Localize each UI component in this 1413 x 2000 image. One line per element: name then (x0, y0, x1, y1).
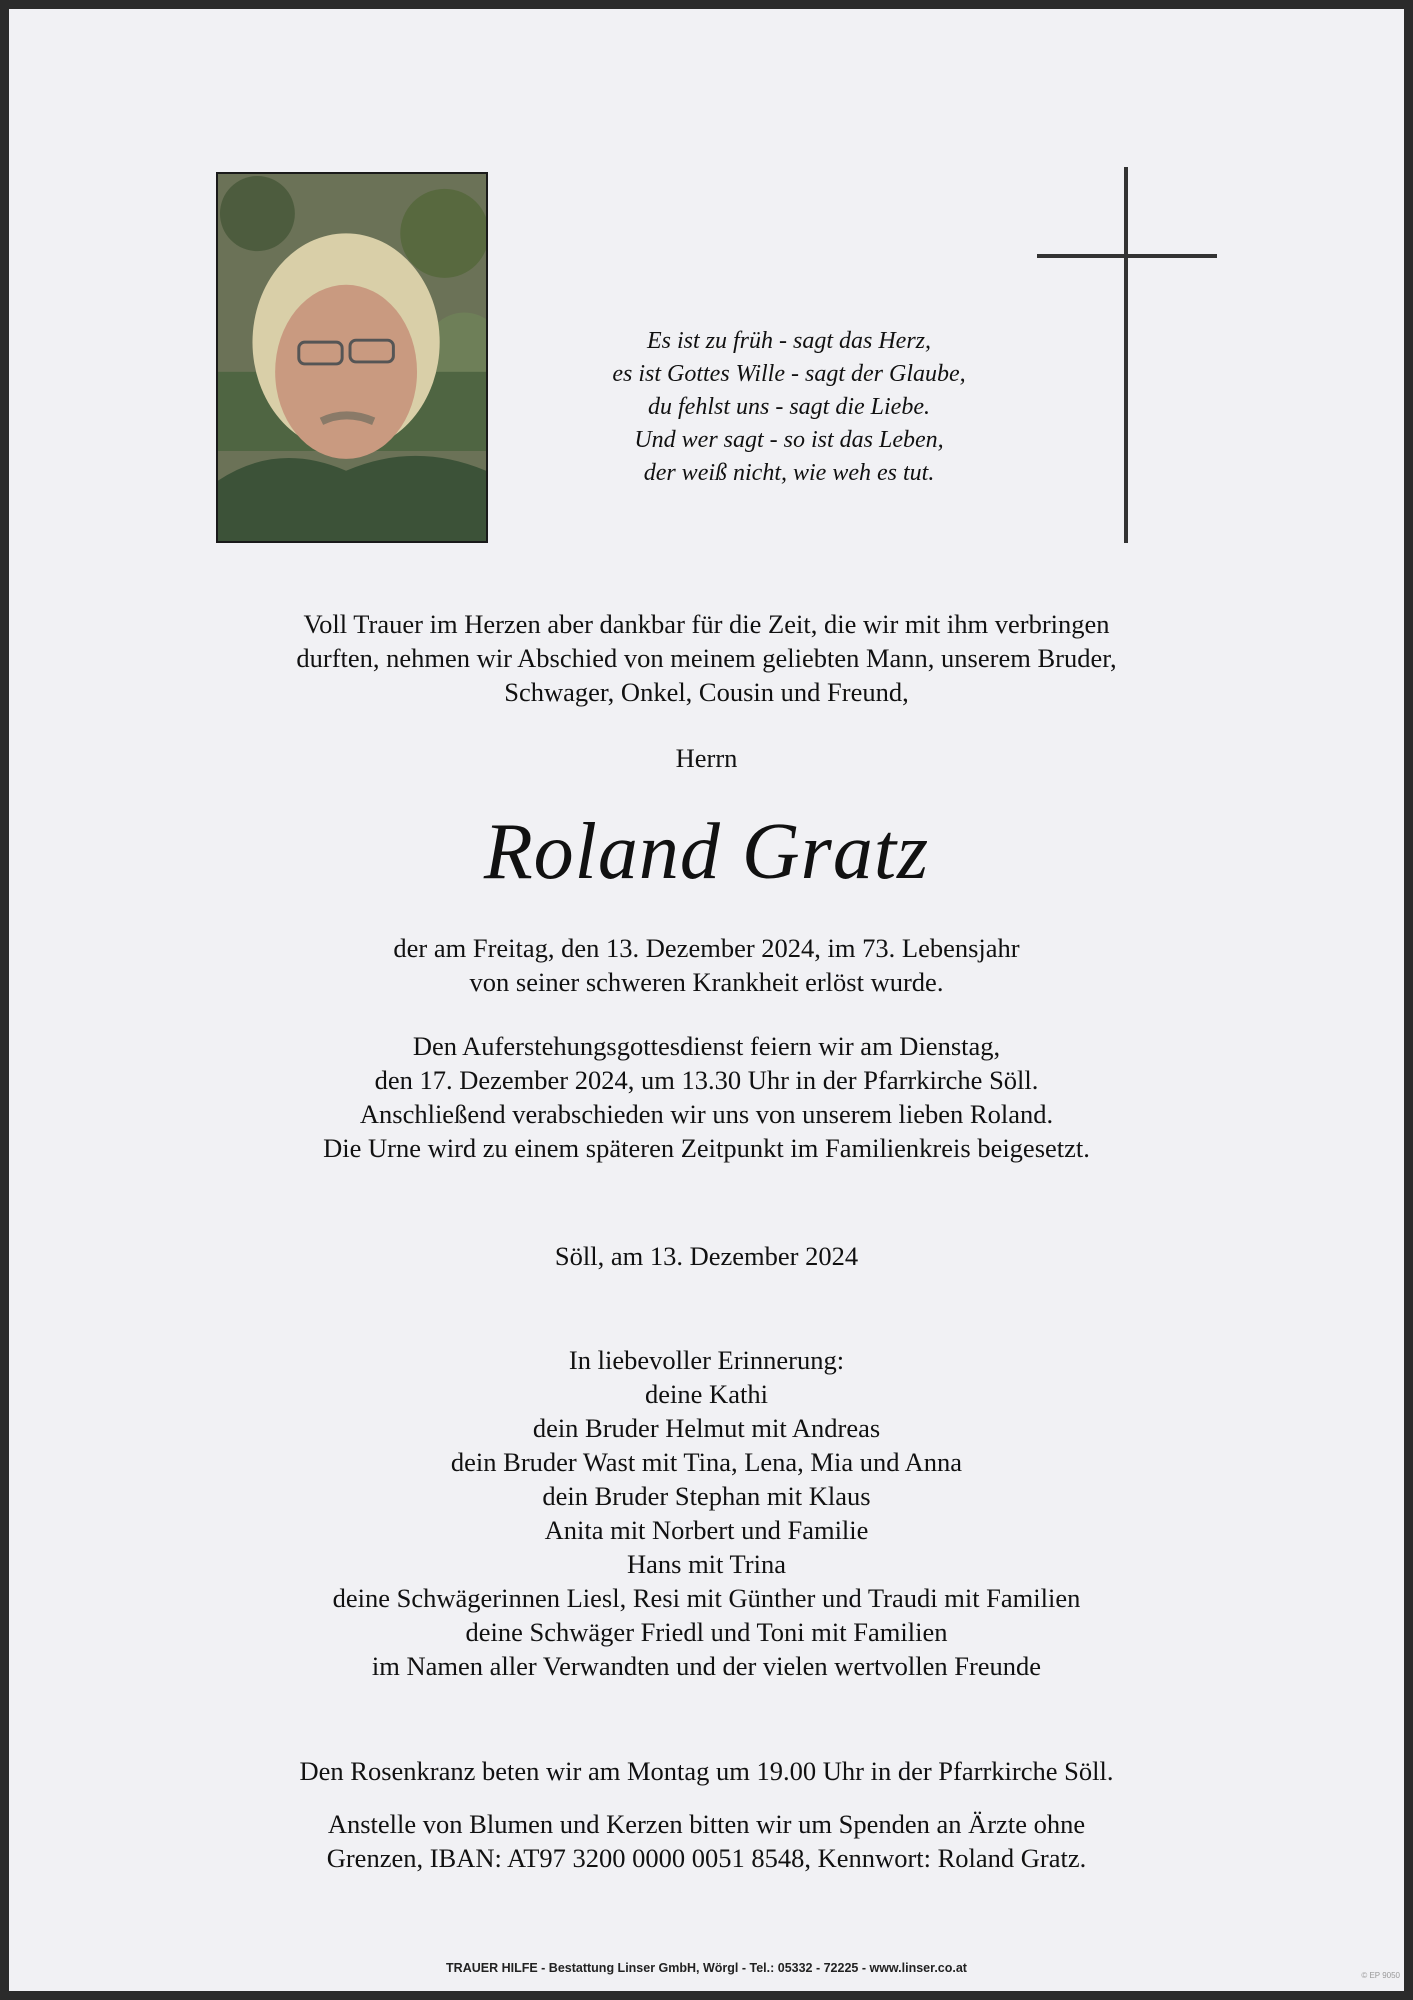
mourner-line: deine Schwägerinnen Liesl, Resi mit Günther und Traudi mit Familien (332, 1583, 1081, 1613)
mourner-line: Anita mit Norbert und Familie (544, 1515, 869, 1545)
death-line: der am Freitag, den 13. Dezember 2024, im 73. Lebensjahr (393, 933, 1020, 963)
service-line: Den Auferstehungsgottesdienst feiern wir am Dienstag, (412, 1031, 1001, 1061)
poem-line: Und wer sagt - so ist das Leben, (634, 427, 944, 453)
mourners-list (9, 1343, 1404, 1683)
intro-line: durften, nehmen wir Abschied von meinem geliebten Mann, unserem Bruder, (296, 643, 1117, 673)
donation-line: Grenzen, IBAN: AT97 3200 0000 0051 8548, Kennwort: Roland Gratz. (326, 1843, 1087, 1873)
service-line: Anschließend verabschieden wir uns von unserem lieben Roland. (359, 1099, 1054, 1129)
mourner-line: Hans mit Trina (626, 1549, 787, 1579)
form-code: © EP 9050 (1361, 1971, 1400, 1980)
intro-text (9, 607, 1404, 709)
donation-info (9, 1807, 1404, 1875)
mourner-line: dein Bruder Helmut mit Andreas (532, 1413, 881, 1443)
mourner-line: dein Bruder Wast mit Tina, Lena, Mia und Anna (450, 1447, 963, 1477)
mourner-line: im Namen aller Verwandten und der vielen wertvollen Freunde (371, 1651, 1042, 1681)
deceased-name: Roland Gratz (483, 808, 930, 896)
mourner-line: deine Kathi (645, 1379, 768, 1409)
death-notice (9, 931, 1404, 999)
poem-line: Es ist zu früh - sagt das Herz, (646, 328, 932, 354)
mourner-line: deine Schwäger Friedl und Toni mit Familien (465, 1617, 948, 1647)
intro-line: Schwager, Onkel, Cousin und Freund, (504, 677, 909, 707)
mourner-line: In liebevoller Erinnerung: (568, 1345, 845, 1375)
service-line: den 17. Dezember 2024, um 13.30 Uhr in der Pfarrkirche Söll. (374, 1065, 1039, 1095)
poem-line: der weiß nicht, wie weh es tut. (643, 460, 935, 486)
donation-line: Anstelle von Blumen und Kerzen bitten wir um Spenden an Ärzte ohne (327, 1809, 1086, 1839)
place-date: Söll, am 13. Dezember 2024 (554, 1241, 859, 1271)
mourner-line: dein Bruder Stephan mit Klaus (542, 1481, 871, 1511)
obituary-sheet (9, 9, 1404, 1991)
death-line: von seiner schweren Krankheit erlöst wurde. (469, 967, 944, 997)
salutation: Herrn (675, 743, 738, 773)
poem (509, 325, 1069, 490)
portrait-photo (216, 172, 488, 543)
intro-line: Voll Trauer im Herzen aber dankbar für die Zeit, die wir mit ihm verbringen (303, 609, 1110, 639)
poem-line: du fehlst uns - sagt die Liebe. (648, 394, 930, 420)
poem-line: es ist Gottes Wille - sagt der Glaube, (612, 361, 966, 387)
service-info (9, 1029, 1404, 1165)
service-line: Die Urne wird zu einem späteren Zeitpunkt im Familienkreis beigesetzt. (323, 1133, 1090, 1163)
footer-funeral-home: TRAUER HILFE - Bestattung Linser GmbH, Wörgl - Tel.: 05332 - 72225 - www.linser.co.at (446, 1961, 967, 1975)
rosary-info: Den Rosenkranz beten wir am Montag um 19.00 Uhr in der Pfarrkirche Söll. (299, 1756, 1114, 1786)
